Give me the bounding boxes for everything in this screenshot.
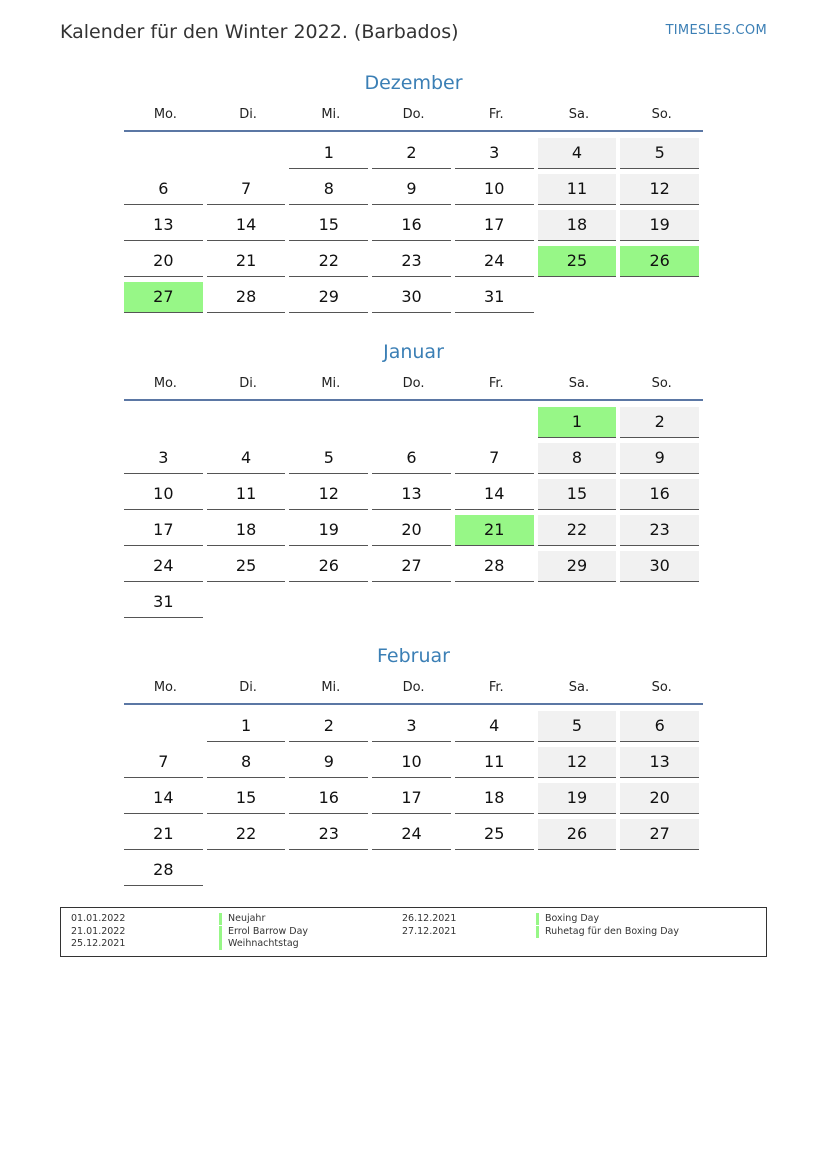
weekday-label: Do. xyxy=(402,107,425,122)
weekday-label: Mi. xyxy=(321,376,341,391)
day-cell: 15 xyxy=(207,783,286,814)
day-cell: 8 xyxy=(207,747,286,778)
empty-day-cell xyxy=(372,855,451,885)
day-cell: 16 xyxy=(620,479,699,510)
month-title: Februar xyxy=(377,645,450,667)
day-cell: 2 xyxy=(289,711,368,742)
day-cell: 17 xyxy=(372,783,451,814)
week-row xyxy=(124,407,703,443)
day-cell: 7 xyxy=(455,443,534,474)
empty-day-cell xyxy=(207,138,286,168)
day-cell: 18 xyxy=(538,210,617,241)
day-cell: 21 xyxy=(207,246,286,277)
week-row xyxy=(124,711,703,747)
legend-holiday-name: Boxing Day xyxy=(536,913,599,925)
day-cell: 18 xyxy=(455,783,534,814)
day-cell: 27 xyxy=(372,551,451,582)
legend-holiday-name: Ruhetag für den Boxing Day xyxy=(536,926,679,938)
site-link[interactable]: TIMESLES.COM xyxy=(665,23,767,38)
day-cell: 28 xyxy=(455,551,534,582)
day-cell: 13 xyxy=(620,747,699,778)
day-cell: 9 xyxy=(372,174,451,205)
weekday-header xyxy=(124,375,703,401)
legend-date: 01.01.2022 xyxy=(71,913,126,924)
empty-day-cell xyxy=(207,855,286,885)
day-cell: 14 xyxy=(455,479,534,510)
empty-day-cell xyxy=(372,407,451,437)
weekday-label: Fr. xyxy=(488,376,504,391)
day-cell: 5 xyxy=(620,138,699,169)
weekday-label: So. xyxy=(651,107,672,122)
week-row xyxy=(124,551,703,587)
day-cell: 7 xyxy=(207,174,286,205)
weekday-label: Do. xyxy=(402,376,425,391)
day-cell: 20 xyxy=(124,246,203,277)
empty-day-cell xyxy=(538,855,617,885)
day-cell: 1 xyxy=(289,138,368,169)
month-title: Dezember xyxy=(364,72,463,94)
day-cell: 24 xyxy=(372,819,451,850)
day-cell: 11 xyxy=(455,747,534,778)
day-cell: 1 xyxy=(207,711,286,742)
legend-date: 25.12.2021 xyxy=(71,938,126,949)
day-cell: 19 xyxy=(538,783,617,814)
week-row xyxy=(124,138,703,174)
day-cell: 17 xyxy=(124,515,203,546)
weekday-label: Mo. xyxy=(153,107,177,122)
weekday-label: Fr. xyxy=(488,680,504,695)
legend-holiday-name: Weihnachtstag xyxy=(219,938,299,950)
day-cell: 6 xyxy=(620,711,699,742)
day-cell: 6 xyxy=(124,174,203,205)
day-cell: 20 xyxy=(372,515,451,546)
day-cell: 8 xyxy=(538,443,617,474)
week-row xyxy=(124,443,703,479)
empty-day-cell xyxy=(620,282,699,312)
week-row xyxy=(124,282,703,318)
day-cell: 20 xyxy=(620,783,699,814)
week-row xyxy=(124,587,703,623)
day-cell: 21 xyxy=(455,515,534,546)
day-cell: 6 xyxy=(372,443,451,474)
day-cell: 2 xyxy=(372,138,451,169)
day-cell: 24 xyxy=(124,551,203,582)
day-cell: 22 xyxy=(207,819,286,850)
holiday-legend xyxy=(60,907,767,957)
empty-day-cell xyxy=(372,587,451,617)
day-cell: 16 xyxy=(289,783,368,814)
week-row xyxy=(124,855,703,891)
weekday-header xyxy=(124,106,703,132)
day-cell: 5 xyxy=(289,443,368,474)
empty-day-cell xyxy=(289,407,368,437)
day-cell: 7 xyxy=(124,747,203,778)
day-cell: 25 xyxy=(455,819,534,850)
week-row xyxy=(124,479,703,515)
day-cell: 26 xyxy=(289,551,368,582)
weekday-label: Do. xyxy=(402,680,425,695)
day-cell: 9 xyxy=(289,747,368,778)
empty-day-cell xyxy=(538,282,617,312)
day-cell: 21 xyxy=(124,819,203,850)
empty-day-cell xyxy=(455,407,534,437)
day-cell: 25 xyxy=(207,551,286,582)
empty-day-cell xyxy=(289,587,368,617)
empty-day-cell xyxy=(124,711,203,741)
day-cell: 12 xyxy=(620,174,699,205)
day-cell: 28 xyxy=(207,282,286,313)
day-cell: 27 xyxy=(124,282,203,313)
day-cell: 4 xyxy=(538,138,617,169)
day-cell: 17 xyxy=(455,210,534,241)
day-cell: 23 xyxy=(372,246,451,277)
week-row xyxy=(124,783,703,819)
day-cell: 23 xyxy=(620,515,699,546)
page-title: Kalender für den Winter 2022. (Barbados) xyxy=(60,21,459,43)
day-cell: 11 xyxy=(538,174,617,205)
week-row xyxy=(124,246,703,282)
day-cell: 26 xyxy=(620,246,699,277)
day-cell: 9 xyxy=(620,443,699,474)
day-cell: 19 xyxy=(620,210,699,241)
weekday-label: So. xyxy=(651,680,672,695)
day-cell: 28 xyxy=(124,855,203,886)
day-cell: 26 xyxy=(538,819,617,850)
weekday-label: Sa. xyxy=(568,376,590,391)
week-row xyxy=(124,515,703,551)
day-cell: 13 xyxy=(124,210,203,241)
day-cell: 3 xyxy=(372,711,451,742)
empty-day-cell xyxy=(455,855,534,885)
empty-day-cell xyxy=(620,587,699,617)
day-cell: 25 xyxy=(538,246,617,277)
day-cell: 4 xyxy=(207,443,286,474)
day-cell: 24 xyxy=(455,246,534,277)
day-cell: 1 xyxy=(538,407,617,438)
day-cell: 29 xyxy=(538,551,617,582)
day-cell: 4 xyxy=(455,711,534,742)
day-cell: 31 xyxy=(124,587,203,618)
month-title: Januar xyxy=(383,341,444,363)
weekday-label: Di. xyxy=(239,107,257,122)
month-0 xyxy=(124,70,703,318)
empty-day-cell xyxy=(289,855,368,885)
legend-date: 26.12.2021 xyxy=(402,913,457,924)
empty-day-cell xyxy=(207,587,286,617)
day-cell: 5 xyxy=(538,711,617,742)
day-cell: 14 xyxy=(207,210,286,241)
empty-day-cell xyxy=(620,855,699,885)
day-cell: 27 xyxy=(620,819,699,850)
day-cell: 13 xyxy=(372,479,451,510)
empty-day-cell xyxy=(124,407,203,437)
weekday-label: Mo. xyxy=(153,680,177,695)
day-cell: 16 xyxy=(372,210,451,241)
week-row xyxy=(124,747,703,783)
weekday-label: Sa. xyxy=(568,680,590,695)
weeks xyxy=(124,407,703,623)
day-cell: 14 xyxy=(124,783,203,814)
empty-day-cell xyxy=(124,138,203,168)
day-cell: 2 xyxy=(620,407,699,438)
weeks xyxy=(124,711,703,891)
weekday-label: Mo. xyxy=(153,376,177,391)
month-2 xyxy=(124,643,703,891)
weekday-label: Di. xyxy=(239,680,257,695)
day-cell: 30 xyxy=(620,551,699,582)
day-cell: 10 xyxy=(455,174,534,205)
legend-date: 27.12.2021 xyxy=(402,925,457,937)
day-cell: 15 xyxy=(538,479,617,510)
month-1 xyxy=(124,339,703,623)
empty-day-cell xyxy=(455,587,534,617)
day-cell: 12 xyxy=(538,747,617,778)
week-row xyxy=(124,174,703,210)
day-cell: 23 xyxy=(289,819,368,850)
day-cell: 8 xyxy=(289,174,368,205)
legend-date: 21.01.2022 xyxy=(71,925,126,937)
day-cell: 19 xyxy=(289,515,368,546)
weekday-label: So. xyxy=(651,376,672,391)
day-cell: 3 xyxy=(455,138,534,169)
legend-holiday-name: Errol Barrow Day xyxy=(219,926,308,938)
day-cell: 11 xyxy=(207,479,286,510)
day-cell: 3 xyxy=(124,443,203,474)
day-cell: 29 xyxy=(289,282,368,313)
day-cell: 18 xyxy=(207,515,286,546)
weekday-label: Fr. xyxy=(488,107,504,122)
day-cell: 15 xyxy=(289,210,368,241)
week-row xyxy=(124,210,703,246)
weekday-label: Mi. xyxy=(321,680,341,695)
day-cell: 12 xyxy=(289,479,368,510)
day-cell: 22 xyxy=(538,515,617,546)
day-cell: 31 xyxy=(455,282,534,313)
empty-day-cell xyxy=(207,407,286,437)
week-row xyxy=(124,819,703,855)
day-cell: 30 xyxy=(372,282,451,313)
weekday-label: Sa. xyxy=(568,107,590,122)
day-cell: 10 xyxy=(372,747,451,778)
weekday-header xyxy=(124,679,703,705)
weekday-label: Mi. xyxy=(321,107,341,122)
legend-holiday-name: Neujahr xyxy=(219,913,265,925)
empty-day-cell xyxy=(538,587,617,617)
weeks xyxy=(124,138,703,318)
weekday-label: Di. xyxy=(239,376,257,391)
day-cell: 22 xyxy=(289,246,368,277)
day-cell: 10 xyxy=(124,479,203,510)
